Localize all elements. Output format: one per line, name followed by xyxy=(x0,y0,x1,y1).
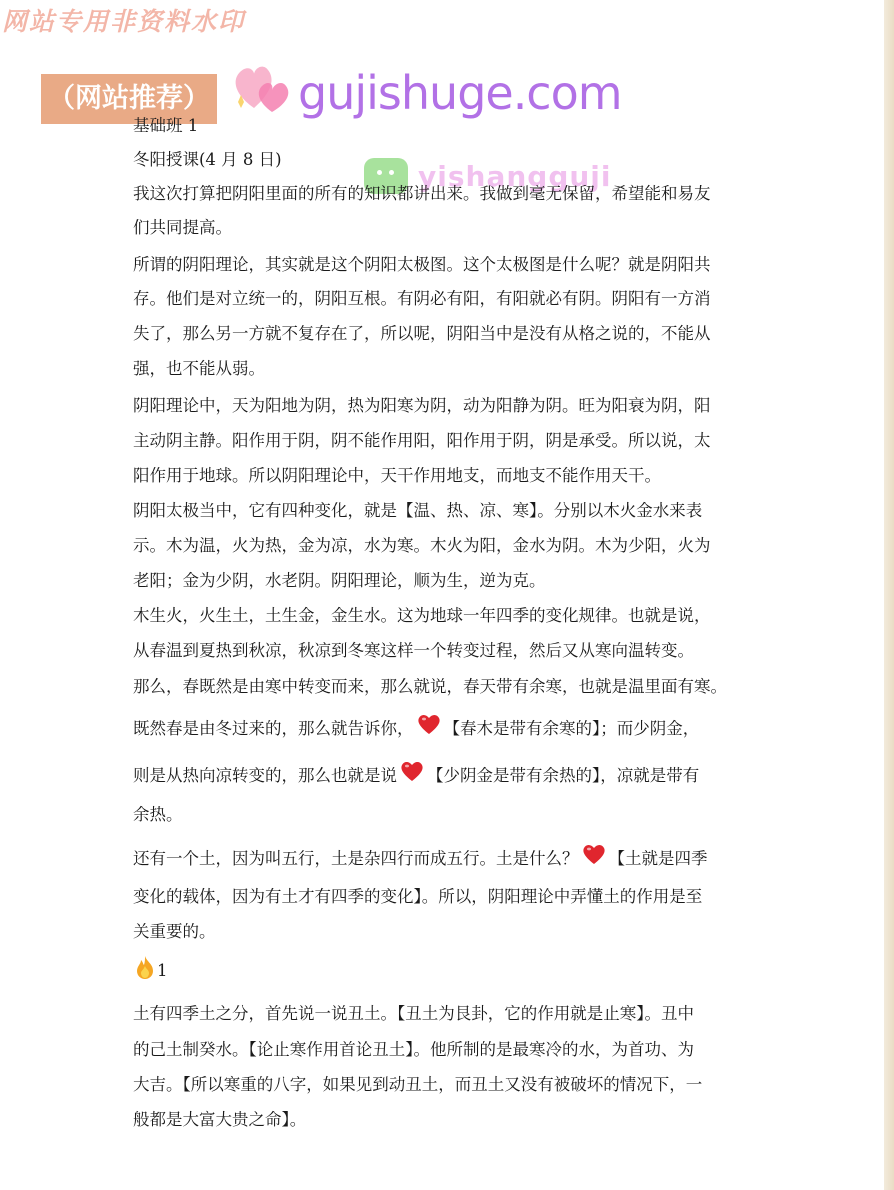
watermark-overlay-text: yishangguji xyxy=(418,160,612,193)
watermark-top-text: 网站专用非资料水印 xyxy=(2,7,246,36)
text-segment: 【春木是带有余寒的】；而少阴金， xyxy=(443,719,700,738)
page-subtitle: 冬阳授课(4 月 8 日) xyxy=(133,150,282,169)
text-line: 们共同提高。 xyxy=(133,218,232,237)
page-edge xyxy=(884,0,894,1190)
text-line-with-icon xyxy=(133,842,708,869)
text-line: 土有四季土之分，首先说一说丑土。【丑土为艮卦，它的作用就是止寒】。丑中 xyxy=(133,1004,694,1023)
text-line: 强，也不能从弱。 xyxy=(133,359,265,378)
text-line: 的己土制癸水。【论止寒作用首论丑土】。他所制的是最寒冷的水，为首功、为 xyxy=(133,1040,694,1059)
text-line: 存。他们是对立统一的，阴阳互根。有阴必有阳，有阳就必有阴。阴阳有一方消 xyxy=(133,289,711,308)
text-line: 我这次打算把阴阳里面的所有的知识都讲出来。我做到毫无保留，希望能和易友 xyxy=(133,184,711,203)
text-line: 那么，春既然是由寒中转变而来，那么就说，春天带有余寒，也就是温里面有寒。 xyxy=(133,677,727,696)
text-line: 示。木为温，火为热，金为凉，水为寒。木火为阳，金水为阴。木为少阳，火为 xyxy=(133,536,711,555)
text-line: 失了，那么另一方就不复存在了，所以呢，阴阳当中是没有从格之说的，不能从 xyxy=(133,324,711,343)
text-line: 从春温到夏热到秋凉，秋凉到冬寒这样一个转变过程，然后又从寒向温转变。 xyxy=(133,641,694,660)
text-line: 阴阳太极当中，它有四种变化，就是【温、热、凉、寒】。分别以木火金水来表 xyxy=(133,501,703,520)
text-line: 阴阳理论中，天为阳地为阴，热为阳寒为阴，动为阳静为阴。旺为阳衰为阴，阳 xyxy=(133,396,711,415)
hearts-icon xyxy=(230,58,296,114)
text-line: 关重要的。 xyxy=(133,922,216,941)
text-segment: 既然春是由冬过来的，那么就告诉你， xyxy=(133,719,414,738)
heart-emoji-icon xyxy=(399,759,425,783)
text-line: 大吉。【所以寒重的八字，如果见到动丑土，而丑土又没有被破坏的情况下，一 xyxy=(133,1075,703,1094)
text-line-with-icon xyxy=(133,712,699,739)
text-line: 般都是大富大贵之命】。 xyxy=(133,1110,307,1129)
text-line: 余热。 xyxy=(133,805,183,824)
text-line: 老阳；金为少阴，水老阴。阴阳理论，顺为生，逆为克。 xyxy=(133,571,546,590)
text-line-with-icon xyxy=(133,759,699,786)
text-line: 阳作用于地球。所以阴阳理论中，天干作用地支，而地支不能作用天干。 xyxy=(133,466,661,485)
fire-emoji-icon xyxy=(133,954,157,980)
text-segment: 【少阴金是带有余热的】，凉就是带有 xyxy=(427,766,700,785)
text-line: 木生火，火生土，土生金，金生水。这为地球一年四季的变化规律。也就是说， xyxy=(133,606,711,625)
text-line: 主动阴主静。阳作用于阴，阴不能作用阳，阳作用于阴，阴是承受。所以说，太 xyxy=(133,431,711,450)
text-segment: 【土就是四季 xyxy=(608,849,708,868)
text-line: 所谓的阴阳理论，其实就是这个阴阳太极图。这个太极图是什么呢？就是阴阳共 xyxy=(133,255,711,274)
watermark-domain: gujishuge.com xyxy=(298,66,622,120)
heart-emoji-icon xyxy=(416,712,442,736)
text-segment: 则是从热向凉转变的，那么也就是说 xyxy=(133,766,397,785)
page-title: 基础班 1 xyxy=(133,116,199,135)
fire-marker-line xyxy=(133,954,168,980)
heart-emoji-icon xyxy=(581,842,607,866)
text-segment: 还有一个土，因为叫五行，土是杂四行而成五行。土是什么？ xyxy=(133,849,579,868)
watermark-badge: （网站推荐） xyxy=(41,74,217,124)
section-number: 1 xyxy=(157,961,168,980)
text-line: 变化的载体，因为有土才有四季的变化】。所以，阴阳理论中弄懂土的作用是至 xyxy=(133,887,703,906)
